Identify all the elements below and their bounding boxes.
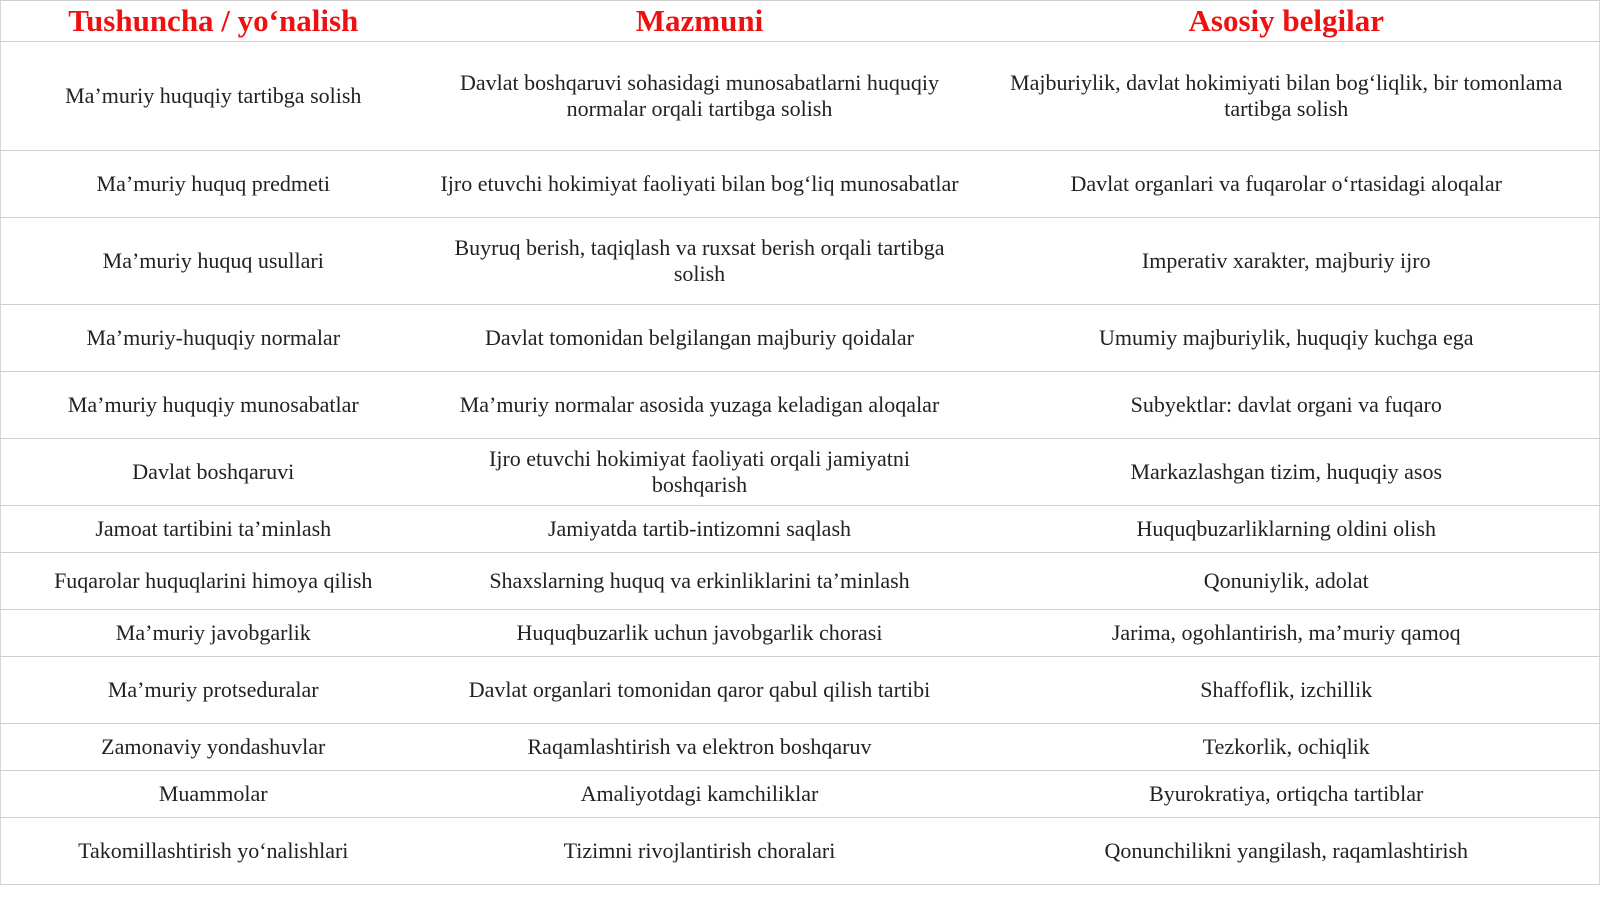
table-row — [1, 372, 1600, 439]
cell-concept: Ma’muriy javobgarlik — [1, 610, 426, 657]
cell-content: Raqamlashtirish va elektron boshqaruv — [426, 724, 974, 771]
cell-concept: Fuqarolar huquqlarini himoya qilish — [1, 553, 426, 610]
table-row — [1, 771, 1600, 818]
table-row — [1, 439, 1600, 506]
table-row — [1, 610, 1600, 657]
cell-concept: Zamonaviy yondashuvlar — [1, 724, 426, 771]
table-row — [1, 42, 1600, 151]
table-row — [1, 218, 1600, 305]
cell-features: Qonunchilikni yangilash, raqamlashtirish — [974, 818, 1600, 885]
cell-features: Huquqbuzarliklarning oldini olish — [974, 506, 1600, 553]
cell-content: Jamiyatda tartib-intizomni saqlash — [426, 506, 974, 553]
header-content: Mazmuni — [426, 1, 974, 42]
cell-features: Markazlashgan tizim, huquqiy asos — [974, 439, 1600, 506]
cell-concept: Jamoat tartibini ta’minlash — [1, 506, 426, 553]
cell-concept: Ma’muriy huquq usullari — [1, 218, 426, 305]
cell-features: Tezkorlik, ochiqlik — [974, 724, 1600, 771]
table-row — [1, 305, 1600, 372]
cell-features: Jarima, ogohlantirish, ma’muriy qamoq — [974, 610, 1600, 657]
cell-concept: Ma’muriy huquq predmeti — [1, 151, 426, 218]
cell-content: Ijro etuvchi hokimiyat faoliyati orqali jamiyatni boshqarish — [426, 439, 974, 506]
cell-content: Buyruq berish, taqiqlash va ruxsat berish orqali tartibga solish — [426, 218, 974, 305]
cell-features: Davlat organlari va fuqarolar o‘rtasidagi aloqalar — [974, 151, 1600, 218]
cell-features: Qonuniylik, adolat — [974, 553, 1600, 610]
cell-content: Tizimni rivojlantirish choralari — [426, 818, 974, 885]
table-row — [1, 657, 1600, 724]
cell-concept: Ma’muriy-huquqiy normalar — [1, 305, 426, 372]
cell-features: Umumiy majburiylik, huquqiy kuchga ega — [974, 305, 1600, 372]
cell-concept: Ma’muriy huquqiy munosabatlar — [1, 372, 426, 439]
cell-content: Amaliyotdagi kamchiliklar — [426, 771, 974, 818]
cell-features: Imperativ xarakter, majburiy ijro — [974, 218, 1600, 305]
header-key-features: Asosiy belgilar — [974, 1, 1600, 42]
table-row — [1, 151, 1600, 218]
cell-features: Subyektlar: davlat organi va fuqaro — [974, 372, 1600, 439]
cell-concept: Ma’muriy huquqiy tartibga solish — [1, 42, 426, 151]
table-header-row — [1, 1, 1600, 42]
cell-concept: Ma’muriy protseduralar — [1, 657, 426, 724]
cell-content: Huquqbuzarlik uchun javobgarlik chorasi — [426, 610, 974, 657]
cell-features: Shaffoflik, izchillik — [974, 657, 1600, 724]
cell-features: Byurokratiya, ortiqcha tartiblar — [974, 771, 1600, 818]
cell-content: Ma’muriy normalar asosida yuzaga keladigan aloqalar — [426, 372, 974, 439]
cell-content: Davlat boshqaruvi sohasidagi munosabatlarni huquqiy normalar orqali tartibga solish — [426, 42, 974, 151]
cell-content: Shaxslarning huquq va erkinliklarini ta’minlash — [426, 553, 974, 610]
cell-concept: Davlat boshqaruvi — [1, 439, 426, 506]
cell-content: Davlat organlari tomonidan qaror qabul qilish tartibi — [426, 657, 974, 724]
cell-concept: Takomillashtirish yo‘nalishlari — [1, 818, 426, 885]
table-row — [1, 724, 1600, 771]
cell-content: Ijro etuvchi hokimiyat faoliyati bilan bog‘liq munosabatlar — [426, 151, 974, 218]
cell-content: Davlat tomonidan belgilangan majburiy qoidalar — [426, 305, 974, 372]
table-row — [1, 506, 1600, 553]
cell-concept: Muammolar — [1, 771, 426, 818]
header-concept: Tushuncha / yo‘nalish — [1, 1, 426, 42]
table-row — [1, 818, 1600, 885]
cell-features: Majburiylik, davlat hokimiyati bilan bog‘liqlik, bir tomonlama tartibga solish — [974, 42, 1600, 151]
table-row — [1, 553, 1600, 610]
